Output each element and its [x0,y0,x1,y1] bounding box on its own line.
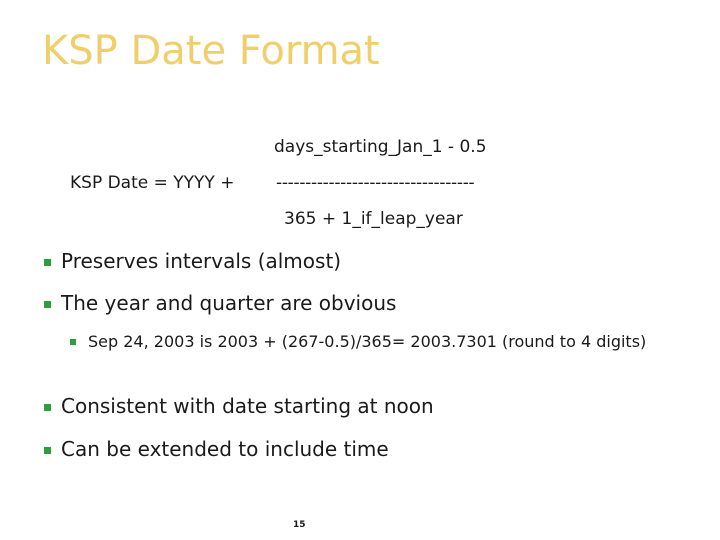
bullet-item [44,291,396,315]
formula-numerator: days_starting_Jan_1 - 0.5 [274,137,487,157]
bullet-item [44,437,389,461]
bullet-item [44,249,341,273]
bullet-text: Preserves intervals (almost) [61,249,342,273]
bullet-text: The year and quarter are obvious [61,291,397,315]
square-bullet-icon [70,339,76,345]
page-number: 15 [293,520,306,530]
square-bullet-icon [44,301,51,308]
square-bullet-icon [44,447,51,454]
bullet-item [44,394,434,418]
square-bullet-icon [44,259,51,266]
slide-title: KSP Date Format [42,28,380,74]
formula-lhs: KSP Date = YYYY + [70,173,235,193]
bullet-text: Can be extended to include time [61,437,389,461]
square-bullet-icon [44,404,51,411]
sub-bullet-text: Sep 24, 2003 is 2003 + (267-0.5)/365= 2003.7301 (round to 4 digits) [88,332,647,351]
bullet-text: Consistent with date starting at noon [61,394,434,418]
sub-bullet-item [70,330,670,354]
formula-denominator: 365 + 1_if_leap_year [284,209,463,229]
formula-fraction-line: ---------------------------------- [276,173,475,193]
